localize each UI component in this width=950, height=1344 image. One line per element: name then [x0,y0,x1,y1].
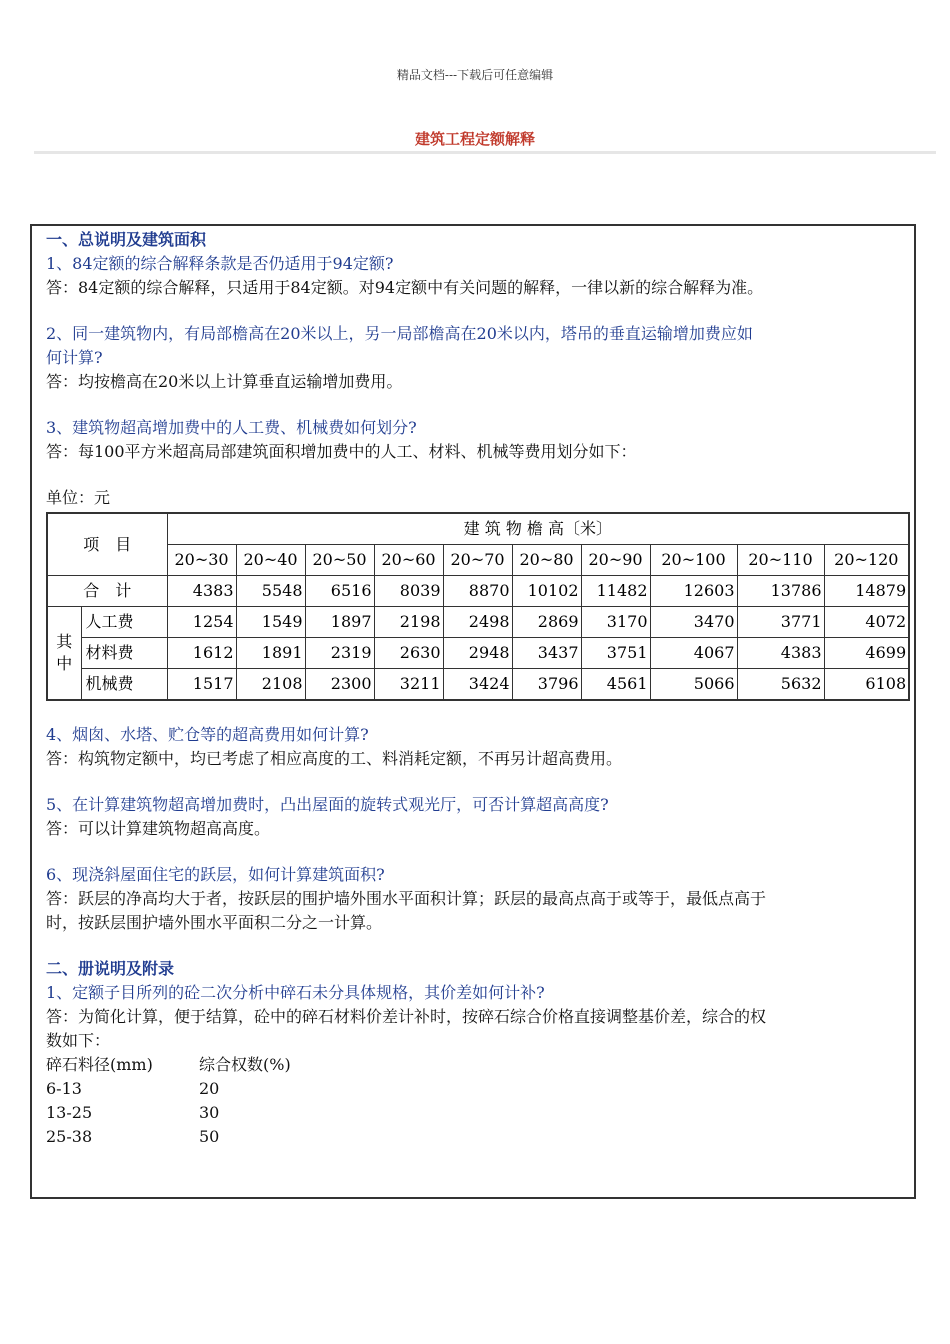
table-cell: 2108 [236,669,305,701]
table-cell: 3211 [374,669,443,701]
question-6: 6、现浇斜屋面住宅的跃层，如何计算建筑面积? [46,865,385,884]
table-row [47,607,909,638]
table-column-header: 20~70 [443,545,512,576]
table-cell: 3796 [512,669,581,701]
weight-grid-row [46,1101,908,1125]
table-cell: 4383 [737,638,824,669]
answer-7-line1: 答：为简化计算，便于结算，砼中的碎石材料价差计补时，按碎石综合价格直接调整基价差，综合的权 [46,1007,767,1026]
table-cell: 4072 [824,607,909,638]
table-total-label: 合 计 [47,576,167,607]
table-cell: 4561 [581,669,650,701]
answer-2: 答：均按檐高在20米以上计算垂直运输增加费用。 [46,372,403,391]
table-cell: 8870 [443,576,512,607]
grid-size: 6-13 [46,1079,82,1098]
question-2-line2: 何计算? [46,348,103,367]
table-among-label: 其 中 [47,607,81,701]
table-row-label: 人工费 [81,607,167,638]
grid-header-weight: 综合权数(%) [199,1055,291,1074]
table-cell: 5632 [737,669,824,701]
table-cell: 2630 [374,638,443,669]
grid-header-size: 碎石料径(mm) [46,1055,153,1074]
table-cell: 3470 [650,607,737,638]
cost-breakdown-table [46,512,910,701]
table-cell: 2319 [305,638,374,669]
table-column-header: 20~90 [581,545,650,576]
answer-7-line2: 数如下： [46,1031,111,1050]
weight-grid-row [46,1077,908,1101]
question-7: 1、定额子目所列的砼二次分析中碎石未分具体规格，其价差如何计补? [46,983,545,1002]
table-cell: 8039 [374,576,443,607]
table-cell: 2300 [305,669,374,701]
table-cell: 5548 [236,576,305,607]
table-cell: 4383 [167,576,236,607]
table-cell: 3170 [581,607,650,638]
table-cell: 4699 [824,638,909,669]
grid-weight: 20 [199,1079,220,1098]
question-5: 5、在计算建筑物超高增加费时，凸出屋面的旋转式观光厅，可否计算超高高度? [46,795,609,814]
table-column-header: 20~40 [236,545,305,576]
table-cell: 2869 [512,607,581,638]
content-body [46,228,908,1149]
table-column-header: 20~100 [650,545,737,576]
table-height-group-header: 建 筑 物 檐 高〔米〕 [167,513,909,545]
table-column-header: 20~120 [824,545,909,576]
table-cell: 2198 [374,607,443,638]
answer-1: 答：84定额的综合解释，只适用于84定额。对94定额中有关问题的解释，一律以新的综合解释为准。 [46,278,764,297]
table-cell: 13786 [737,576,824,607]
table-cell: 1897 [305,607,374,638]
question-2-line1: 2、同一建筑物内，有局部檐高在20米以上，另一局部檐高在20米以内，塔吊的垂直运输增加费应如 [46,324,753,343]
table-row [47,576,909,607]
table-cell: 3751 [581,638,650,669]
document-title: 建筑工程定额解释 [414,130,535,148]
question-3: 3、建筑物超高增加费中的人工费、机械费如何划分? [46,418,417,437]
table-cell: 2498 [443,607,512,638]
table-column-header: 20~60 [374,545,443,576]
table-cell: 1612 [167,638,236,669]
table-column-header: 20~110 [737,545,824,576]
section-heading-appendix: 二、册说明及附录 [46,959,175,978]
table-row-label: 材料费 [81,638,167,669]
answer-6-line1: 答：跃层的净高均大于者，按跃层的围护墙外围水平面积计算；跃层的最高点高于或等于，最低点高于 [46,889,767,908]
table-cell: 6108 [824,669,909,701]
section-heading-general: 一、总说明及建筑面积 [46,230,207,249]
table-cell: 5066 [650,669,737,701]
weight-grid-row [46,1125,908,1149]
unit-label: 单位：元 [46,488,111,507]
table-item-header: 项 目 [47,513,167,576]
question-4: 4、烟囱、水塔、贮仓等的超高费用如何计算? [46,725,369,744]
table-cell: 1517 [167,669,236,701]
table-row [47,669,909,701]
table-row-label: 机械费 [81,669,167,701]
title-divider [34,151,936,154]
question-1: 1、84定额的综合解释条款是否仍适用于94定额? [46,254,394,273]
table-cell: 2948 [443,638,512,669]
grid-weight: 50 [199,1127,220,1146]
content-frame [30,224,916,1199]
answer-6-line2: 时，按跃层围护墙外围水平面积二分之一计算。 [46,913,383,932]
table-cell: 4067 [650,638,737,669]
grid-weight: 30 [199,1103,220,1122]
table-row [47,638,909,669]
table-cell: 14879 [824,576,909,607]
grid-size: 25-38 [46,1127,93,1146]
answer-5: 答：可以计算建筑物超高高度。 [46,819,271,838]
table-cell: 1891 [236,638,305,669]
grid-size: 13-25 [46,1103,93,1122]
table-cell: 10102 [512,576,581,607]
table-cell: 1254 [167,607,236,638]
table-column-header: 20~50 [305,545,374,576]
table-cell: 6516 [305,576,374,607]
table-cell: 3771 [737,607,824,638]
answer-4: 答：构筑物定额中，均已考虑了相应高度的工、料消耗定额，不再另计超高费用。 [46,749,623,768]
table-column-header: 20~80 [512,545,581,576]
table-cell: 3424 [443,669,512,701]
table-cell: 1549 [236,607,305,638]
table-cell: 3437 [512,638,581,669]
table-cell: 12603 [650,576,737,607]
table-column-header: 20~30 [167,545,236,576]
answer-3: 答：每100平方米超高局部建筑面积增加费中的人工、材料、机械等费用划分如下： [46,442,637,461]
table-cell: 11482 [581,576,650,607]
page-header-note: 精品文档---下载后可任意编辑 [396,68,554,82]
weight-grid-header [46,1053,908,1077]
